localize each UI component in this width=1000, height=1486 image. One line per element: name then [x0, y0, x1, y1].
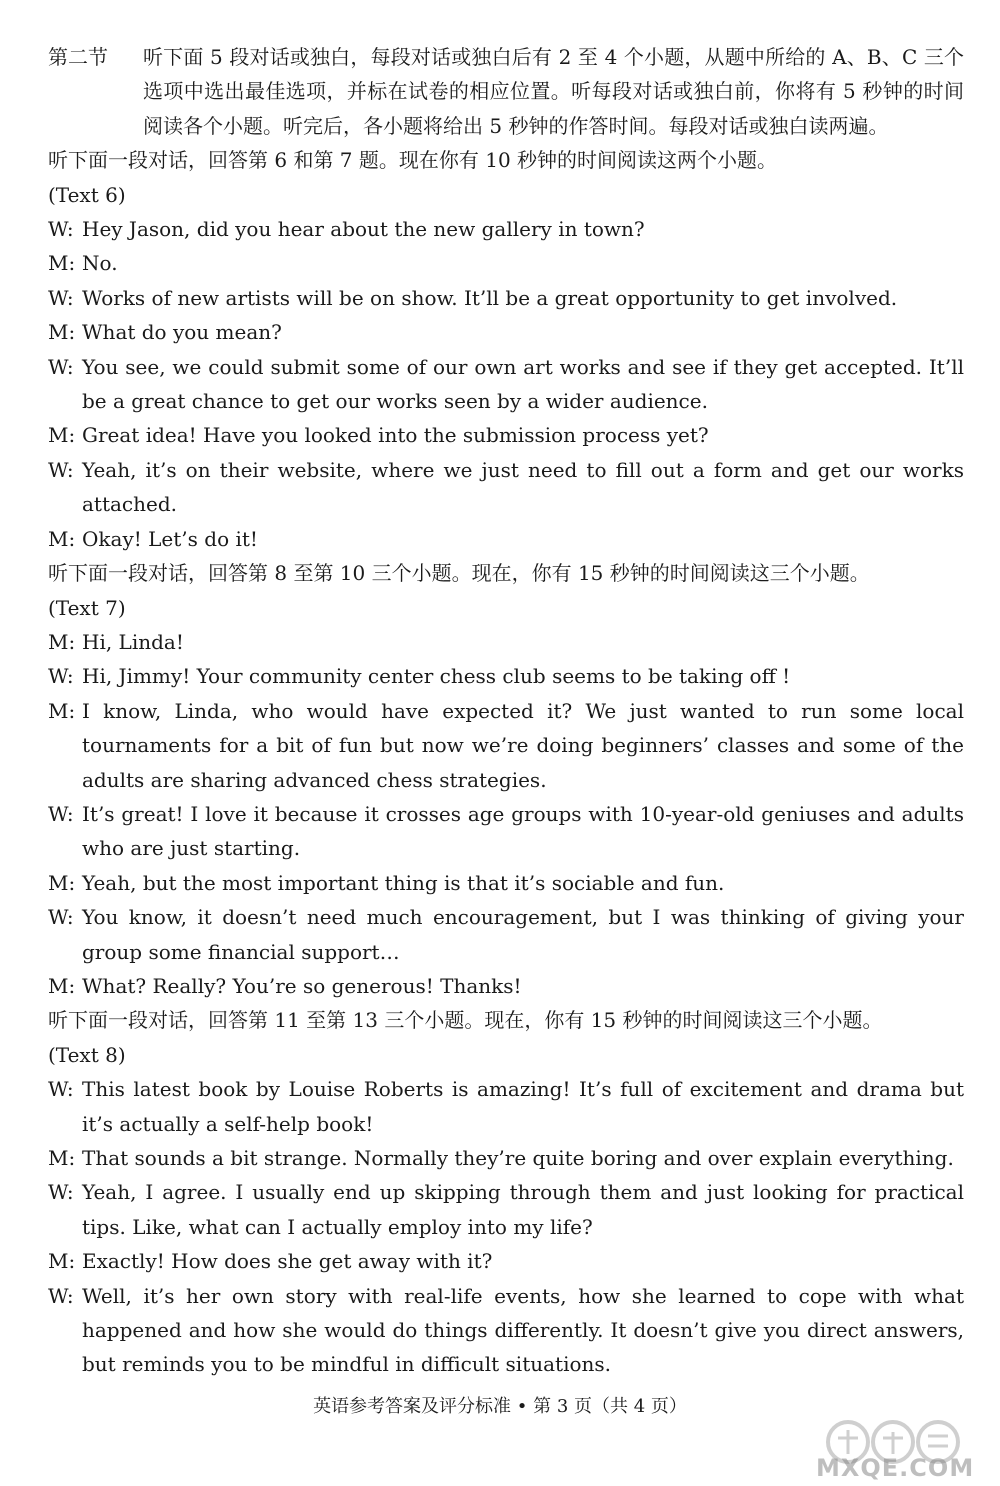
speaker: W:: [48, 285, 74, 310]
speaker: W:: [48, 217, 74, 242]
dialogue-line: [48, 522, 964, 556]
dialogue-line: [48, 900, 964, 969]
utterance: What do you mean?: [82, 320, 282, 345]
speaker: M:: [48, 629, 76, 654]
speaker: M:: [48, 1249, 76, 1274]
speaker: M:: [48, 320, 76, 345]
utterance: You see, we could submit some of our own art works and see if they get accepted. It’ll be a great chance to get our works seen by a wider audience.: [82, 354, 964, 414]
utterance: Okay! Let’s do it!: [82, 526, 258, 551]
speaker: W:: [48, 354, 74, 379]
dialogue-line: [48, 1141, 964, 1175]
speaker: M:: [48, 251, 76, 276]
dialogue-line: [48, 1072, 964, 1141]
utterance: Hi, Linda!: [82, 629, 184, 654]
dialogue-line: [48, 625, 964, 659]
utterance: That sounds a bit strange. Normally they’re quite boring and over explain everything.: [82, 1146, 954, 1170]
text-8-title: (Text 8): [48, 1042, 126, 1067]
dialogue-line: [48, 212, 964, 246]
speaker: W:: [48, 664, 74, 689]
utterance: Hey Jason, did you hear about the new gallery in town?: [82, 217, 645, 242]
dialogue-line: [48, 1175, 964, 1244]
utterance: Exactly! How does she get away with it?: [82, 1249, 493, 1274]
text-6-instruction: 听下面一段对话，回答第 6 和第 7 题。现在你有 10 秒钟的时间阅读这两个小题。: [48, 148, 778, 173]
utterance: Yeah, it’s on their website, where we just need to fill out a form and get our works attached.: [82, 457, 964, 517]
dialogue-line: [48, 866, 964, 900]
speaker: M:: [48, 423, 76, 448]
utterance: This latest book by Louise Roberts is amazing! It’s full of excitement and drama but it’s actually a self-help book!: [82, 1077, 964, 1136]
dialogue-line: [48, 281, 964, 315]
speaker: W:: [48, 457, 74, 482]
speaker: M:: [48, 526, 76, 551]
text-7-instruction: 听下面一段对话，回答第 8 至第 10 三个小题。现在，你有 15 秒钟的时间阅读这三个小题。: [48, 561, 870, 586]
page-footer: 英语参考答案及评分标准 • 第 3 页（共 4 页）: [313, 1396, 687, 1417]
dialogue-line: [48, 1244, 964, 1278]
speaker: W:: [48, 1283, 74, 1308]
speaker: M:: [48, 973, 76, 998]
speaker: M:: [48, 870, 76, 895]
dialogue-line: [48, 1279, 964, 1382]
utterance: What? Really? You’re so generous! Thanks!: [82, 973, 522, 998]
utterance: You know, it doesn’t need much encouragement, but I was thinking of giving your group some financial support…: [82, 905, 964, 964]
section-label: 第二节: [48, 45, 108, 69]
dialogue-line: [48, 246, 964, 280]
speaker: M:: [48, 698, 76, 723]
speaker: W:: [48, 905, 74, 930]
text-7-title: (Text 7): [48, 595, 126, 620]
speaker: M:: [48, 1146, 76, 1170]
dialogue-line: [48, 350, 964, 419]
section-two: [48, 40, 964, 143]
dialogue-line: [48, 315, 964, 349]
utterance: Yeah, but the most important thing is that it’s sociable and fun.: [82, 870, 725, 895]
text-8-instruction: 听下面一段对话，回答第 11 至第 13 三个小题。现在，你有 15 秒钟的时间阅读这三个小题。: [48, 1008, 883, 1033]
speaker: W:: [48, 801, 74, 826]
dialogue-line: [48, 969, 964, 1003]
dialogue-line: [48, 694, 964, 797]
utterance: Great idea! Have you looked into the submission process yet?: [82, 423, 709, 448]
dialogue-line: [48, 659, 964, 693]
utterance: Yeah, I agree. I usually end up skipping through them and just looking for practical tips. Like, what can I actually employ into my life?: [82, 1180, 964, 1239]
utterance: I know, Linda, who would have expected it? We just wanted to run some local tournaments for a bit of fun but now we’re doing beginners’ classes and some of the adults are sharing advanced chess strategies.: [82, 698, 964, 792]
speaker: W:: [48, 1180, 74, 1205]
dialogue-line: [48, 418, 964, 452]
utterance: Hi, Jimmy! Your community center chess club seems to be taking off !: [82, 664, 791, 689]
document-page: [48, 40, 964, 1382]
utterance: It’s great! I love it because it crosses age groups with 10-year-old geniuses and adults who are just starting.: [82, 801, 964, 861]
text-6-title: (Text 6): [48, 182, 126, 207]
dialogue-line: [48, 797, 964, 866]
dialogue-line: [48, 453, 964, 522]
section-instructions: 听下面 5 段对话或独白，每段对话或独白后有 2 至 4 个小题，从题中所给的 A、B、C 三个选项中选出最佳选项，并标在试卷的相应位置。听每段对话或独白前，你将有 5 秒钟的时间阅读各个小题。听完后，各小题将给出 5 秒钟的作答时间。每段对话或独白读两遍。: [143, 45, 964, 138]
utterance: Works of new artists will be on show. It’ll be a great opportunity to get involved.: [82, 285, 898, 310]
speaker: W:: [48, 1077, 74, 1102]
watermark-text: MXQE.COM: [816, 1454, 975, 1482]
utterance: No.: [82, 251, 118, 276]
utterance: Well, it’s her own story with real-life events, how she learned to cope with what happened and how she would do things differently. It doesn’t give you direct answers, but reminds you to be mindful in difficult situations.: [82, 1283, 964, 1377]
